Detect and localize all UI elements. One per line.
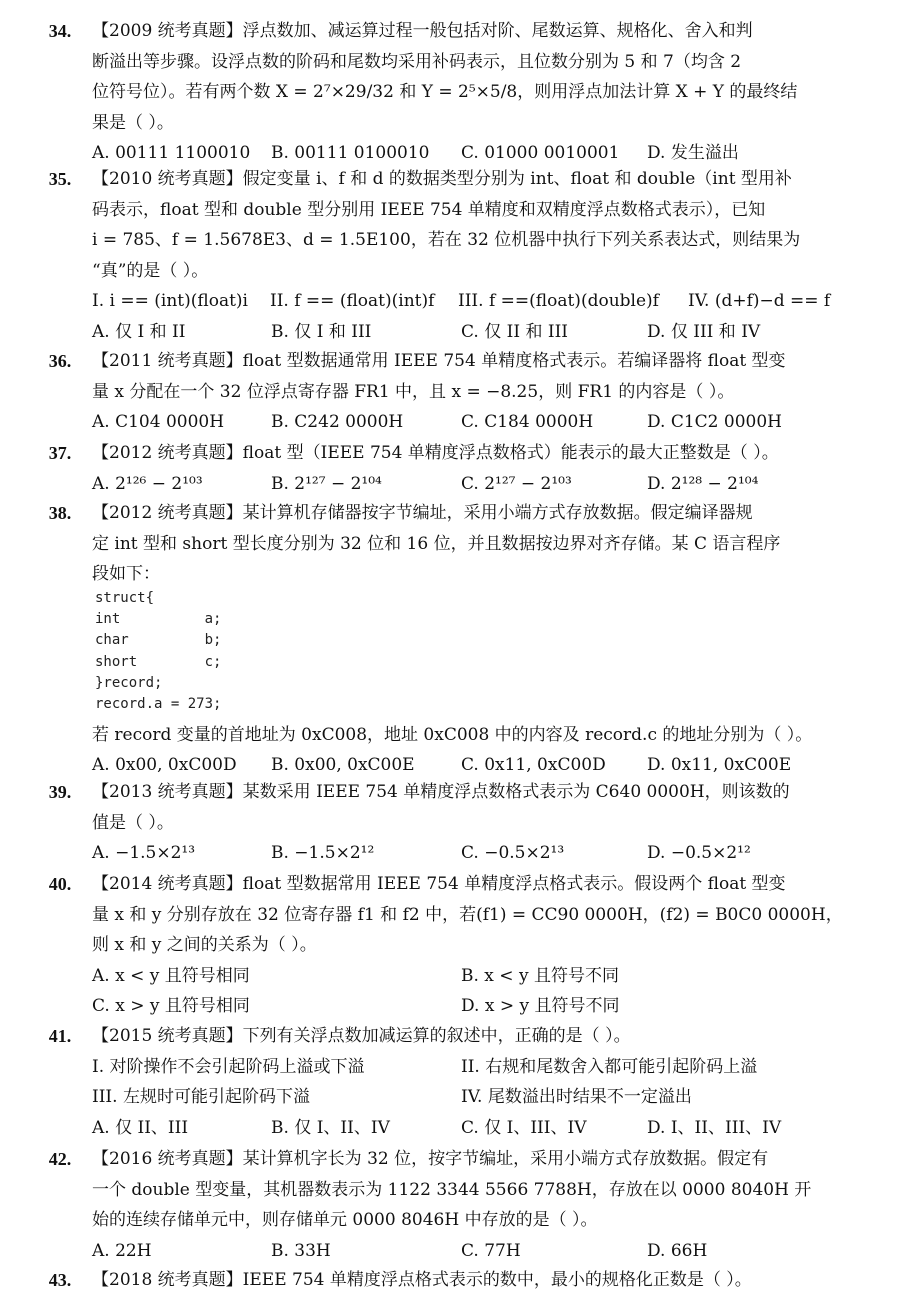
option-item: C. 0x11, 0xC00D xyxy=(461,755,606,776)
statement-row xyxy=(92,286,882,316)
question-number: 36. xyxy=(48,351,72,371)
option-item: A. 仅 I 和 II xyxy=(92,322,186,342)
question-text-line: 断溢出等步骤。设浮点数的阶码和尾数均采用补码表示，且位数分别为 5 和 7（均含 2 xyxy=(92,51,742,72)
option-item: A. −1.5×2¹³ xyxy=(92,843,196,864)
statement-item: II. 右规和尾数舍入都可能引起阶码上溢 xyxy=(461,1056,758,1077)
code-line: int a; xyxy=(95,611,222,628)
option-item: A. 22H xyxy=(92,1240,152,1261)
question-number: 35. xyxy=(40,166,80,192)
code-line: struct{ xyxy=(95,589,155,606)
statement-row xyxy=(92,1052,882,1082)
question-number: 40. xyxy=(48,874,72,894)
question-text-line: 【2010 统考真题】假定变量 i、f 和 d 的数据类型分别为 int、float 和 double（int 型用补 xyxy=(92,169,792,189)
option-item: D. 仅 III 和 IV xyxy=(647,322,761,342)
question-text-line: 值是（ ）。 xyxy=(92,812,174,833)
option-item: B. −1.5×2¹² xyxy=(271,843,375,864)
code-line: }record; xyxy=(95,675,163,691)
question-text-line: 【2018 统考真题】IEEE 754 单精度浮点格式表示的数中，最小的规格化正数是（ ）。 xyxy=(92,1270,752,1290)
question-number: 43. xyxy=(48,1270,72,1290)
question-text-line: 果是（ ）。 xyxy=(92,112,174,133)
question-number: 38. xyxy=(40,500,80,526)
question-text-line: 量 x 分配在一个 32 位浮点寄存器 FR1 中，且 x = −8.25，则 FR1 的内容是（ ）。 xyxy=(92,381,735,402)
option-item: A. 00111 1100010 xyxy=(92,143,251,164)
option-item: C. 77H xyxy=(461,1240,521,1261)
option-item: A. 0x00, 0xC00D xyxy=(92,755,237,776)
option-item: B. C242 0000H xyxy=(271,412,404,433)
statement-item: I. i == (int)(float)i xyxy=(92,291,248,312)
question-text-line: 位符号位）。若有两个数 X = 2⁷×29/32 和 Y = 2⁵×5/8，则用浮点加法计算 X + Y 的最终结 xyxy=(92,82,798,103)
question-text-line: 段如下： xyxy=(92,564,160,585)
question-text-line: 始的连续存储单元中，则存储单元 0000 8046H 中存放的是（ ）。 xyxy=(92,1210,598,1231)
question-text-line: 【2011 统考真题】float 型数据通常用 IEEE 754 单精度格式表示。若编译器将 float 型变 xyxy=(92,351,786,371)
statement-item: III. f ==(float)(double)f xyxy=(458,291,659,312)
option-item: A. 仅 II、III xyxy=(92,1117,189,1138)
option-item: D. 2¹²⁸ − 2¹⁰⁴ xyxy=(647,473,759,494)
option-item: A. C104 0000H xyxy=(92,412,225,433)
option-item: C. C184 0000H xyxy=(461,412,594,433)
question-text-line: 定 int 型和 short 型长度分别为 32 位和 16 位，并且数据按边界对齐存储。某 C 语言程序 xyxy=(92,533,781,554)
question-text-line: 量 x 和 y 分别存放在 32 位寄存器 f1 和 f2 中，若(f1) = CC90 0000H，(f2) = B0C0 0000H， xyxy=(92,904,843,925)
option-item: C. 2¹²⁷ − 2¹⁰³ xyxy=(461,473,572,494)
option-item: B. x < y 且符号不同 xyxy=(461,965,619,986)
statement-item: II. f == (float)(int)f xyxy=(270,291,435,312)
question-text-line: 一个 double 型变量，其机器数表示为 1122 3344 5566 7788H，存放在以 0000 8040H 开 xyxy=(92,1179,812,1200)
option-item: C. 仅 II 和 III xyxy=(461,322,568,342)
option-row xyxy=(92,469,882,499)
question-text-line: “真”的是（ ）。 xyxy=(92,260,209,281)
question-text-line: 则 x 和 y 之间的关系为（ ）。 xyxy=(92,935,317,956)
code-line: record.a = 273; xyxy=(95,696,222,713)
question-text-line: 【2009 统考真题】浮点数加、减运算过程一般包括对阶、尾数运算、规格化、舍入和判 xyxy=(92,21,753,41)
statement-item: IV. (d+f)−d == f xyxy=(688,291,831,312)
option-item: B. 2¹²⁷ − 2¹⁰⁴ xyxy=(271,473,382,494)
option-item: B. 33H xyxy=(271,1240,331,1261)
option-item: C. 01000 0010001 xyxy=(461,143,620,164)
option-row xyxy=(92,407,882,437)
question-number: 34. xyxy=(40,18,80,44)
option-row xyxy=(92,317,882,347)
option-item: B. 00111 0100010 xyxy=(271,143,430,164)
option-item: B. 仅 I、II、IV xyxy=(271,1117,390,1138)
code-line: short c; xyxy=(95,653,222,670)
option-item: D. C1C2 0000H xyxy=(647,412,782,433)
option-item: D. x > y 且符号不同 xyxy=(461,996,620,1017)
question-number: 41. xyxy=(40,1023,80,1049)
option-item: B. 仅 I 和 III xyxy=(271,322,372,342)
question-number: 42. xyxy=(40,1146,80,1172)
question-text-line: 【2016 统考真题】某计算机字长为 32 位，按字节编址，采用小端方式存放数据。假定有 xyxy=(92,1149,769,1169)
option-item: B. 0x00, 0xC00E xyxy=(271,755,415,776)
question-text-line: 【2012 统考真题】float 型（IEEE 754 单精度浮点数格式）能表示的最大正整数是（ ）。 xyxy=(92,443,779,463)
option-item: D. 发生溢出 xyxy=(647,143,739,164)
statement-item: I. 对阶操作不会引起阶码上溢或下溢 xyxy=(92,1056,365,1077)
option-item: D. −0.5×2¹² xyxy=(647,843,751,864)
question-text-line: 【2015 统考真题】下列有关浮点数加减运算的叙述中，正确的是（ ）。 xyxy=(92,1026,631,1046)
question-number: 37. xyxy=(40,440,80,466)
question-number: 39. xyxy=(48,782,72,802)
option-row xyxy=(92,991,882,1021)
code-line: char b; xyxy=(95,632,222,649)
question-text-line: 【2014 统考真题】float 型数据常用 IEEE 754 单精度浮点格式表示。假设两个 float 型变 xyxy=(92,874,786,894)
option-row xyxy=(92,1236,882,1266)
option-item: C. x > y 且符号相同 xyxy=(92,996,250,1017)
option-item: C. −0.5×2¹³ xyxy=(461,843,565,864)
option-row xyxy=(92,1113,882,1143)
question-text-line: 码表示，float 型和 double 型分别用 IEEE 754 单精度和双精度浮点数格式表示），已知 xyxy=(92,199,766,220)
statement-row xyxy=(92,1082,882,1112)
option-item: A. x < y 且符号相同 xyxy=(92,965,250,986)
option-item: D. 66H xyxy=(647,1240,708,1261)
statement-item: III. 左规时可能引起阶码下溢 xyxy=(92,1087,310,1108)
question-text-line: 若 record 变量的首地址为 0xC008，地址 0xC008 中的内容及 record.c 的地址分别为（ ）。 xyxy=(92,724,813,745)
option-row xyxy=(92,750,882,780)
question-text-line: 【2012 统考真题】某计算机存储器按字节编址，采用小端方式存放数据。假定编译器规 xyxy=(92,503,753,523)
question-text-line: i = 785、f = 1.5678E3、d = 1.5E100，若在 32 位机器中执行下列关系表达式，则结果为 xyxy=(92,230,801,251)
option-item: D. 0x11, 0xC00E xyxy=(647,755,792,776)
option-row xyxy=(92,838,882,868)
option-item: C. 仅 I、III、IV xyxy=(461,1117,587,1138)
option-item: A. 2¹²⁶ − 2¹⁰³ xyxy=(92,473,203,494)
question-text-line: 【2013 统考真题】某数采用 IEEE 754 单精度浮点数格式表示为 C640 0000H，则该数的 xyxy=(92,782,790,802)
option-item: D. I、II、III、IV xyxy=(647,1117,782,1138)
statement-item: IV. 尾数溢出时结果不一定溢出 xyxy=(461,1087,692,1108)
option-row xyxy=(92,961,882,991)
